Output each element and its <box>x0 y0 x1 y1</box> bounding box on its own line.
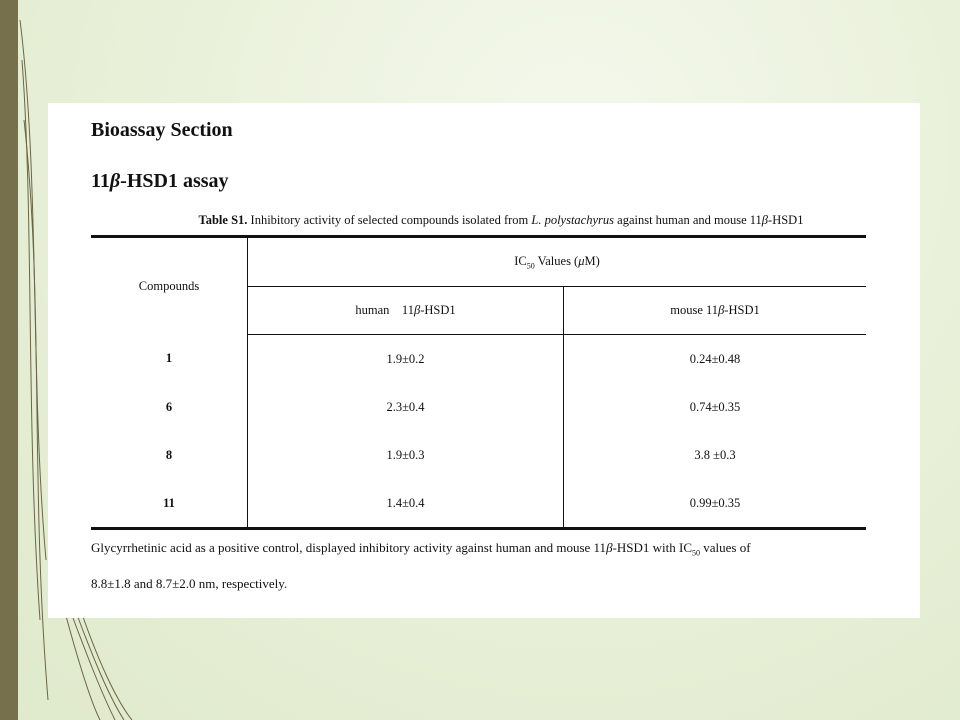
mouse-header-post: -HSD1 <box>724 303 760 317</box>
caption-text-2: against human and mouse 11 <box>614 213 762 227</box>
assay-heading-suffix: -HSD1 assay <box>120 170 229 192</box>
mouse-value-cell: 0.99±0.35 <box>689 495 741 510</box>
ic50-header-sub: 50 <box>526 261 535 271</box>
table-row <box>91 335 866 384</box>
table-row <box>91 479 866 529</box>
footnote-line-2: 8.8±1.8 and 8.7±2.0 nm, respectively. <box>91 575 288 591</box>
table-row <box>91 431 866 479</box>
ic50-table <box>91 235 866 530</box>
footnote-part1: Glycyrrhetinic acid as a positive control, displayed inhibitory activity against human and mouse 11 <box>91 540 607 555</box>
footnote-line-1 <box>91 533 891 569</box>
footnote-beta: β <box>606 540 613 555</box>
human-value-cell: 1.4±0.4 <box>248 479 564 529</box>
caption-text-1: Inhibitory activity of selected compounds isolated from <box>247 213 532 227</box>
footnote-part3: values of <box>700 540 751 555</box>
assay-heading-prefix: 11 <box>91 170 110 192</box>
human-value-cell: 2.3±0.4 <box>248 383 564 431</box>
compound-cell: 1 <box>91 335 248 384</box>
ic50-header-values: Values ( <box>534 253 579 268</box>
footnote-part2: -HSD1 with IC <box>612 540 692 555</box>
mouse-header <box>564 287 867 335</box>
caption-beta: β <box>761 213 769 227</box>
assay-heading-beta: β <box>109 170 121 192</box>
document-card <box>48 103 920 618</box>
footnote-sub: 50 <box>692 548 700 558</box>
human-header <box>248 287 564 335</box>
assay-heading <box>91 170 229 193</box>
compound-cell: 6 <box>91 383 248 431</box>
ic50-header-mu: μ <box>578 253 585 268</box>
mouse-value-cell: 3.8 ±0.3 <box>694 447 736 462</box>
footnote <box>91 533 891 599</box>
human-header-post: -HSD1 <box>420 303 456 317</box>
mouse-header-pre: mouse 11 <box>670 303 719 317</box>
mouse-value-cell: 0.24±0.48 <box>689 351 741 366</box>
section-heading: Bioassay Section <box>91 119 233 141</box>
table-row <box>91 383 866 431</box>
human-value-cell: 1.9±0.3 <box>248 431 564 479</box>
caption-species: L. polystachyrus <box>531 213 615 227</box>
human-value-cell: 1.9±0.2 <box>248 335 564 384</box>
caption-text-3: -HSD1 <box>768 213 804 227</box>
table-caption <box>91 213 911 228</box>
ic50-header-ic: IC <box>514 253 527 268</box>
mouse-header-beta: β <box>718 303 725 317</box>
compound-cell: 8 <box>91 431 248 479</box>
human-header-pre: human 11 <box>355 303 414 317</box>
human-header-beta: β <box>413 303 421 317</box>
compounds-header: Compounds <box>91 237 248 335</box>
ic50-header <box>248 237 867 287</box>
compound-cell: 11 <box>91 479 248 529</box>
caption-label: Table S1. <box>198 213 248 227</box>
ic50-header-unit: M) <box>584 253 600 268</box>
mouse-value-cell: 0.74±0.35 <box>689 399 741 414</box>
